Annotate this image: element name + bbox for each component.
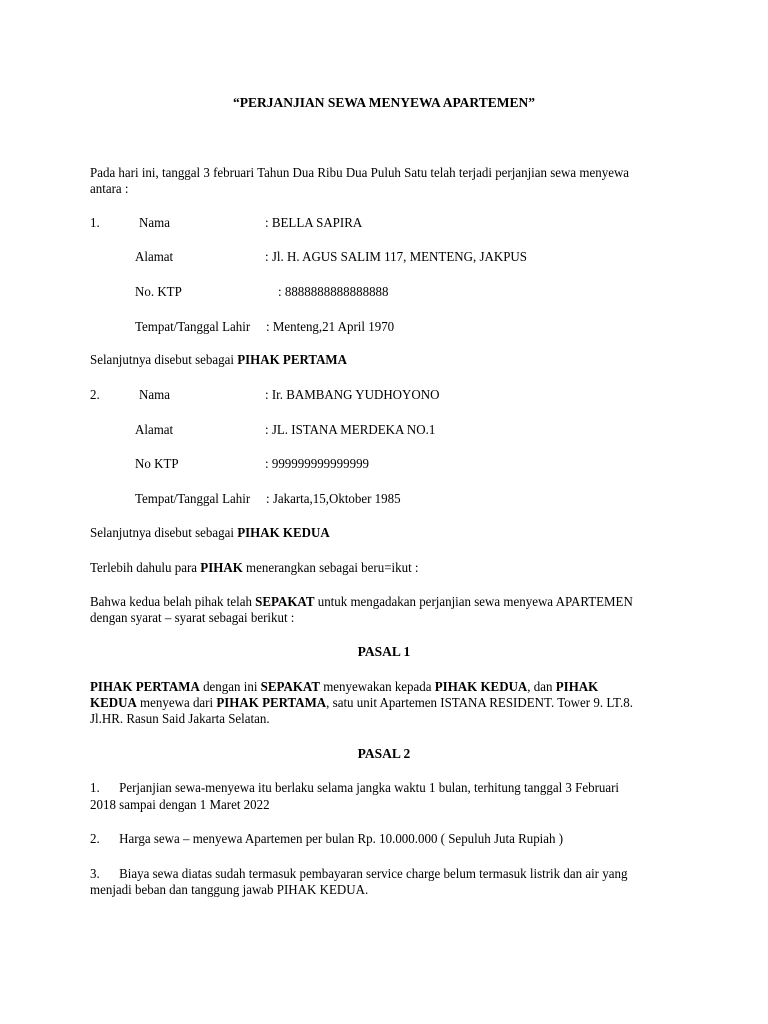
preamble-bold: PIHAK xyxy=(200,560,243,575)
party1-designation xyxy=(90,351,347,368)
pasal2-item3-line-2: menjadi beban dan tanggung jawab PIHAK KEDUA. xyxy=(90,882,369,897)
party2-designation xyxy=(90,524,330,541)
pasal1-line-2 xyxy=(90,694,633,711)
pasal1-l2-t1: menyewa dari xyxy=(136,695,217,710)
pasal2-heading: PASAL 2 xyxy=(357,746,411,761)
agreement-bold: SEPAKAT xyxy=(255,594,315,609)
preamble-prefix: Terlebih dahulu para xyxy=(90,560,201,575)
party1-birth-label: Tempat/Tanggal Lahir xyxy=(135,319,251,334)
agreement-suffix: untuk mengadakan perjanjian sewa menyewa APARTEMEN xyxy=(314,594,633,609)
party1-address-label: Alamat xyxy=(135,249,174,264)
party2-address-value: : JL. ISTANA MERDEKA NO.1 xyxy=(265,422,436,437)
intro-line-2: antara : xyxy=(90,181,129,196)
party2-designation-prefix: Selanjutnya disebut sebagai xyxy=(90,525,238,540)
intro-line-1: Pada hari ini, tanggal 3 februari Tahun Dua Ribu Dua Puluh Satu telah terjadi perjanjian sewa menyewa xyxy=(90,165,630,180)
party1-name-label: Nama xyxy=(139,215,170,230)
pasal2-item3-line-1: 3. Biaya sewa diatas sudah termasuk pembayaran service charge belum termasuk listrik dan air yang xyxy=(90,866,628,881)
pasal1-l1-t2: menyewakan kepada xyxy=(319,679,435,694)
pasal1-l1-b2: SEPAKAT xyxy=(260,679,320,694)
pasal1-l1-t1: dengan ini xyxy=(199,679,261,694)
document-title: “PERJANJIAN SEWA MENYEWA APARTEMEN” xyxy=(233,95,535,110)
pasal1-l1-t3: , dan xyxy=(527,679,556,694)
party2-birth-label: Tempat/Tanggal Lahir xyxy=(135,491,251,506)
pasal1-l1-b3: PIHAK KEDUA xyxy=(434,679,528,694)
pasal2-item1-line-1: 1. Perjanjian sewa-menyewa itu berlaku selama jangka waktu 1 bulan, terhitung tanggal 3 Februari xyxy=(90,780,620,795)
party2-ktp-value: : 999999999999999 xyxy=(265,456,370,471)
party1-designation-name: PIHAK PERTAMA xyxy=(237,352,348,367)
party1-number: 1. xyxy=(90,215,100,230)
pasal1-line-1 xyxy=(90,678,598,695)
party2-address-label: Alamat xyxy=(135,422,174,437)
pasal1-l2-t2: , satu unit Apartemen ISTANA RESIDENT. Tower 9. LT.8. xyxy=(326,695,633,710)
preamble-suffix: menerangkan sebagai beru=ikut : xyxy=(242,560,419,575)
agreement-prefix: Bahwa kedua belah pihak telah xyxy=(90,594,256,609)
party1-designation-prefix: Selanjutnya disebut sebagai xyxy=(90,352,238,367)
pasal1-l1-b1: PIHAK PERTAMA xyxy=(90,679,200,694)
agreement-line-1 xyxy=(90,593,633,610)
party2-name-value: : Ir. BAMBANG YUDHOYONO xyxy=(265,387,440,402)
pasal1-line-3: Jl.HR. Rasun Said Jakarta Selatan. xyxy=(90,711,270,726)
pasal1-l2-b2: PIHAK PERTAMA xyxy=(216,695,327,710)
pasal1-l2-b1: KEDUA xyxy=(90,695,137,710)
pasal2-item2: 2. Harga sewa – menyewa Apartemen per bulan Rp. 10.000.000 ( Sepuluh Juta Rupiah ) xyxy=(90,831,564,846)
agreement-line-2: dengan syarat – syarat sebagai berikut : xyxy=(90,610,295,625)
party1-name-value: : BELLA SAPIRA xyxy=(265,215,363,230)
party1-ktp-label: No. KTP xyxy=(135,284,182,299)
party1-ktp-value: : 8888888888888888 xyxy=(278,284,389,299)
party2-ktp-label: No KTP xyxy=(135,456,179,471)
party2-name-label: Nama xyxy=(139,387,170,402)
pasal1-l1-b4: PIHAK xyxy=(555,679,599,694)
pasal2-item1-line-2: 2018 sampai dengan 1 Maret 2022 xyxy=(90,797,270,812)
pasal1-heading: PASAL 1 xyxy=(357,644,411,659)
party2-number: 2. xyxy=(90,387,100,402)
party1-address-value: : Jl. H. AGUS SALIM 117, MENTENG, JAKPUS xyxy=(265,249,527,264)
preamble-line xyxy=(90,559,419,576)
party2-birth-value: : Jakarta,15,Oktober 1985 xyxy=(266,491,401,506)
party1-birth-value: : Menteng,21 April 1970 xyxy=(266,319,395,334)
party2-designation-name: PIHAK KEDUA xyxy=(237,525,330,540)
